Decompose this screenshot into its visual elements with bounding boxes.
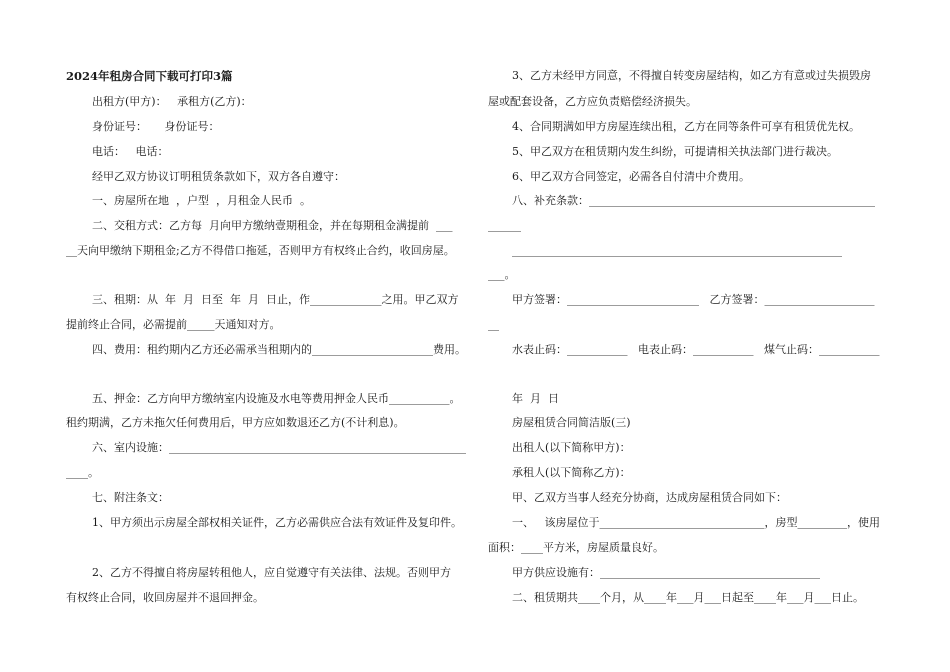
paragraph-line: 电话： 电话： <box>92 145 169 158</box>
paragraph-line: 2、乙方不得擅自将房屋转租他人，应自觉遵守有关法律、法规。否则甲方 <box>92 566 451 579</box>
paragraph-line: 屋或配套设备，乙方应负责赔偿经济损失。 <box>488 95 697 108</box>
paragraph-line: 甲、乙双方当事人经充分协商，达成房屋租赁合同如下： <box>512 491 787 504</box>
paragraph-line: 甲方供应设施有：________________________________________ <box>512 566 820 579</box>
right-column <box>488 0 888 672</box>
paragraph-line: 1、甲方须出示房屋全部权相关证件，乙方必需供应合法有效证件及复印件。 <box>92 516 462 529</box>
section-heading: 房屋租赁合同简洁版(三) <box>512 416 631 429</box>
paragraph-line: 出租人(以下简称甲方)： <box>512 441 631 454</box>
paragraph-line: 三、租期：从 年 月 日至 年 月 日止，作_____________之用。甲乙双方 <box>92 293 459 306</box>
paragraph-line: ____。 <box>66 466 99 479</box>
paragraph-line: __天向甲缴纳下期租金;乙方不得借口拖延，否则甲方有权终止合约，收回房屋。 <box>66 244 455 257</box>
paragraph-line: 甲方签署：________________________ 乙方签署：____________________ <box>512 293 875 306</box>
paragraph-line: 六、室内设施：______________________________________________________ <box>92 441 466 454</box>
paragraph-line: 4、合同期满如甲方房屋连续出租，乙方在同等条件可享有租赁优先权。 <box>512 120 860 133</box>
paragraph-line: 承租人(以下简称乙方)： <box>512 466 631 479</box>
paragraph-line: 二、交租方式：乙方每 月向甲方缴纳壹期租金，并在每期租金满提前 ___ <box>92 219 453 232</box>
paragraph-line: ___。 <box>488 268 516 281</box>
paragraph-line: __ <box>488 318 499 331</box>
paragraph-line: 有权终止合同，收回房屋并不退回押金。 <box>66 591 264 604</box>
paragraph-line: 租约期满，乙方未拖欠任何费用后，甲方应如数退还乙方(不计利息)。 <box>66 416 405 429</box>
paragraph-line: 一、 该房屋位于______________________________，房型_________，使用 <box>512 516 880 529</box>
paragraph-line: 6、甲乙双方合同签定，必需各自付清中介费用。 <box>512 170 750 183</box>
paragraph-line: 面积：____平方米，房屋质量良好。 <box>488 541 664 554</box>
paragraph-line: 5、甲乙双方在租赁期内发生纠纷，可提请相关执法部门进行裁决。 <box>512 145 838 158</box>
paragraph-line: 一、房屋所在地 ，户型 ，月租金人民币 。 <box>92 194 311 207</box>
paragraph-line: 二、租赁期共____个月，从____年___月___日起至____年___月___日止。 <box>512 591 864 604</box>
paragraph-line: 3、乙方未经甲方同意，不得擅自转变房屋结构，如乙方有意或过失损毁房 <box>512 69 871 82</box>
paragraph-line: 八、补充条款：____________________________________________________ <box>512 194 875 207</box>
paragraph-line: 七、附注条文： <box>92 491 169 504</box>
paragraph-line: 身份证号： 身份证号： <box>92 120 220 133</box>
document-title: 2024年租房合同下载可打印3篇 <box>66 69 233 83</box>
paragraph-line: 五、押金：乙方向甲方缴纳室内设施及水电等费用押金人民币___________。 <box>92 392 461 405</box>
paragraph-line: 经甲乙双方协议订明租赁条款如下，双方各自遵守： <box>92 170 345 183</box>
paragraph-line: 年 月 日 <box>512 392 559 405</box>
paragraph-line: 提前终止合同，必需提前_____天通知对方。 <box>66 318 281 331</box>
paragraph-line: ____________________________________________________________ <box>512 244 842 257</box>
paragraph-line: 出租方(甲方)： 承租方(乙方)： <box>92 95 252 108</box>
left-column <box>66 0 466 672</box>
paragraph-line: 水表止码：___________ 电表止码：___________ 煤气止码：___________ <box>512 343 880 356</box>
paragraph-line: 四、费用：租约期内乙方还必需承当租期内的______________________费用。 <box>92 343 466 356</box>
paragraph-line: ______ <box>488 219 521 232</box>
